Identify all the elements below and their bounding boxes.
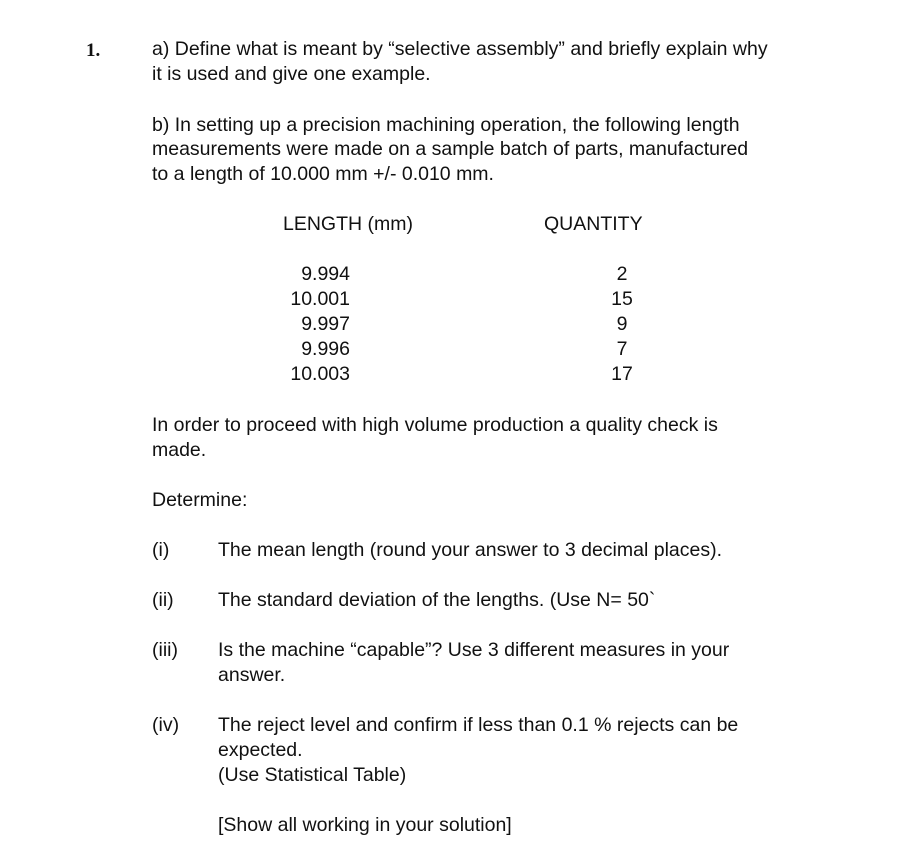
quality-check-line: made. [152,439,207,461]
question-number: 1. [86,40,101,61]
determine-label: Determine: [152,489,248,511]
item-line: (Use Statistical Table) [218,764,407,786]
item-numeral: (iii) [152,639,178,661]
table-header-quantity: QUANTITY [544,213,643,235]
item-line: Is the machine “capable”? Use 3 different measures in your [218,639,730,661]
item-line: The standard deviation of the lengths. (Use N= 50` [218,589,656,611]
quantity-value: 9 [616,313,628,335]
length-value: 9.994 [301,263,350,285]
length-value: 10.003 [290,363,350,385]
item-numeral: (i) [152,539,170,561]
quantity-value: 2 [616,263,628,285]
quantity-value: 17 [611,363,633,385]
part-b-line: to a length of 10.000 mm +/- 0.010 mm. [152,163,494,185]
item-line: The mean length (round your answer to 3 decimal places). [218,539,723,561]
quantity-value: 15 [611,288,633,310]
part-b-line: b) In setting up a precision machining operation, the following length [152,114,740,136]
part-b-line: measurements were made on a sample batch of parts, manufactured [152,138,749,160]
footer-note: [Show all working in your solution] [218,814,512,836]
quality-check-line: In order to proceed with high volume production a quality check is [152,414,718,436]
length-value: 10.001 [290,288,350,310]
part-a-line: it is used and give one example. [152,63,431,85]
part-a-line: a) Define what is meant by “selective assembly” and briefly explain why [152,38,768,60]
length-value: 9.997 [301,313,350,335]
item-line: expected. [218,739,303,761]
item-line: answer. [218,664,286,686]
item-numeral: (ii) [152,589,174,611]
length-value: 9.996 [301,338,350,360]
quantity-value: 7 [616,338,628,360]
table-header-length: LENGTH (mm) [283,213,413,235]
item-numeral: (iv) [152,714,180,736]
item-line: The reject level and confirm if less than 0.1 % rejects can be [218,714,739,736]
